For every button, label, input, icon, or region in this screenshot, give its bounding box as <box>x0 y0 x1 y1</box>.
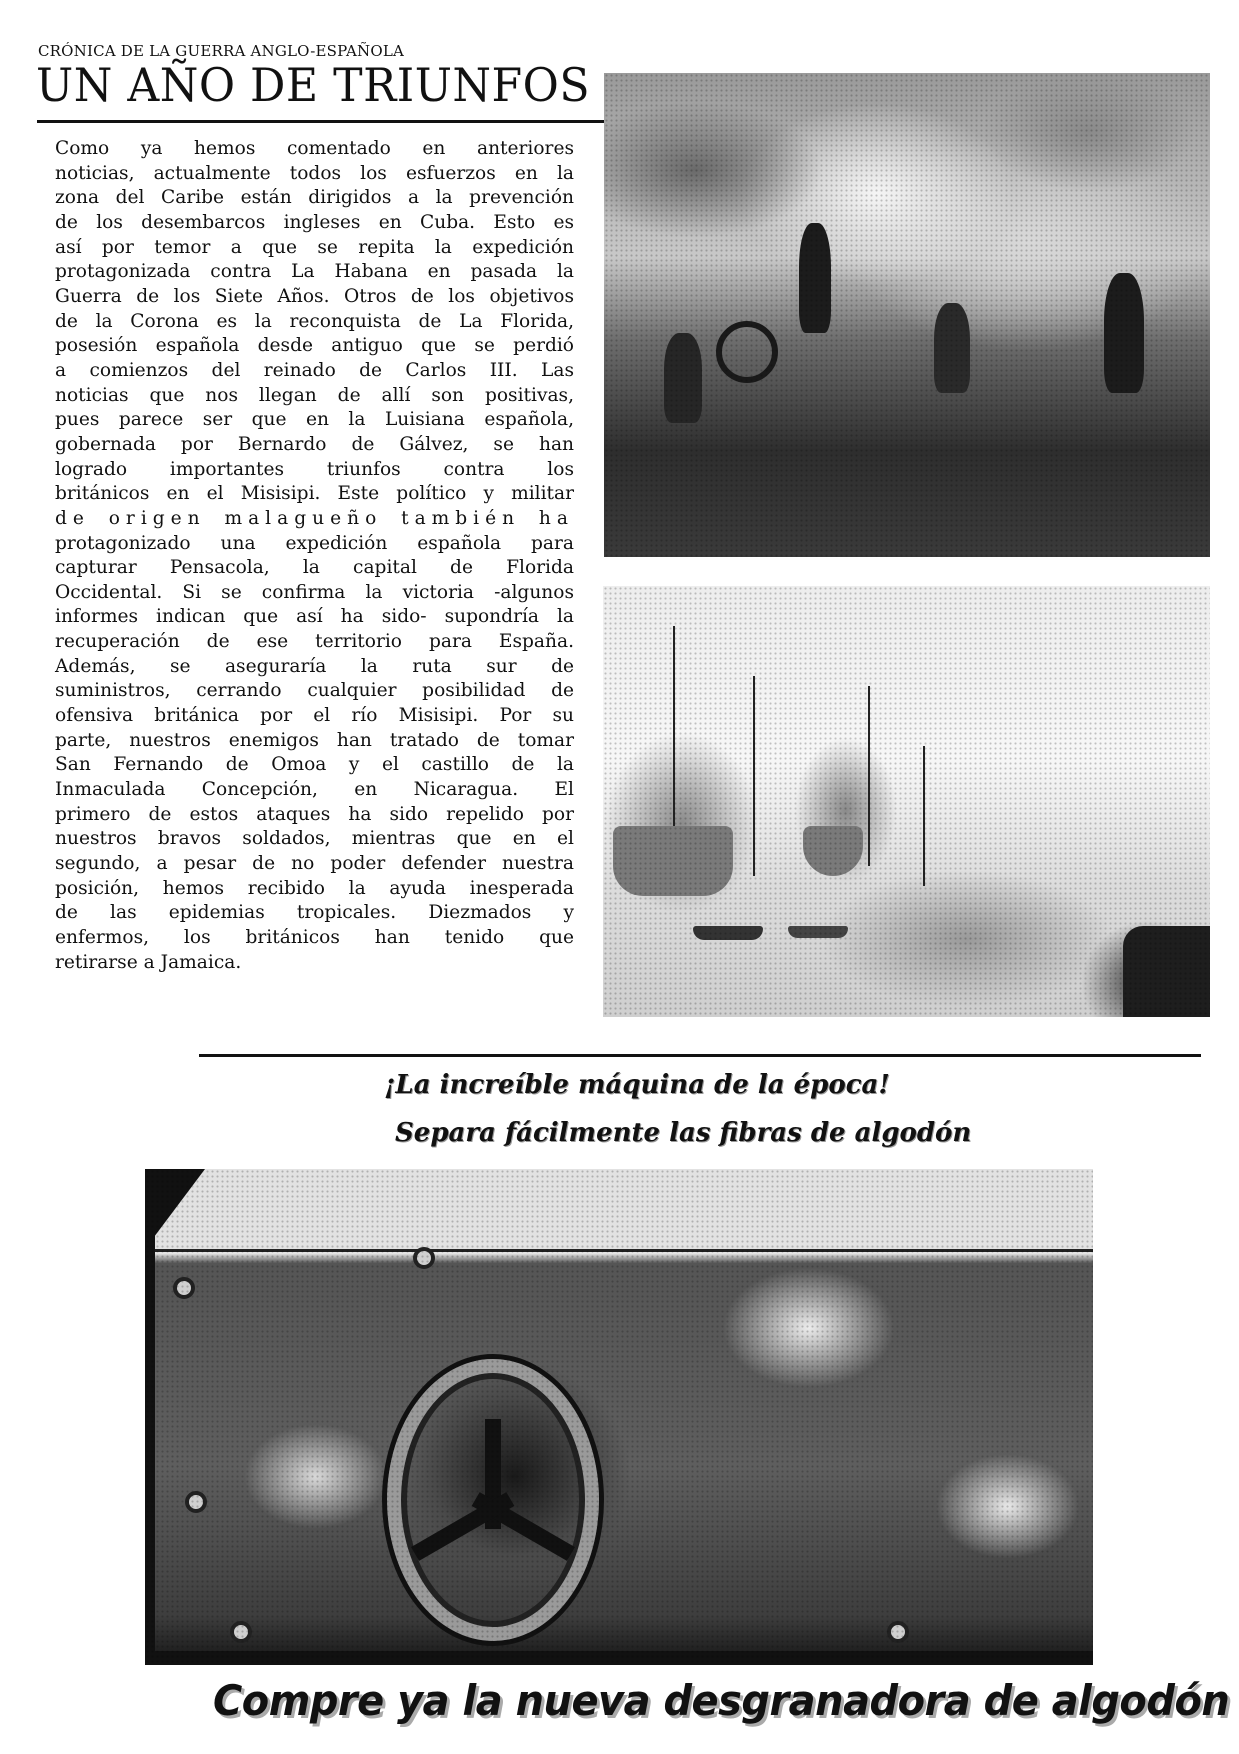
ship-mast <box>923 746 925 886</box>
cannon-wheel <box>716 321 778 383</box>
article-body-line: a comienzos del reinado de Carlos III. Las <box>55 359 574 381</box>
article-body-line: posesión española desde antiguo que se perdió <box>55 335 574 357</box>
article-body-line: capturar Pensacola, la capital de Florida <box>55 557 574 579</box>
article-body-line: Occidental. Si se confirma la victoria -algunos <box>55 581 574 603</box>
article-body-line: protagonizada contra La Habana en pasada la <box>55 261 574 283</box>
article-body-line: informes indican que así ha sido- supondría la <box>55 606 574 628</box>
bolt <box>185 1491 207 1513</box>
article-body-line: Inmaculada Concepción, en Nicaragua. El <box>55 779 574 801</box>
boat <box>693 926 763 940</box>
article-headline: UN AÑO DE TRIUNFOS <box>36 58 591 112</box>
cotton-gin-photo <box>145 1169 1093 1665</box>
article-body-line: recuperación de ese territorio para España. <box>55 631 574 653</box>
ad-tagline-1: ¡La increíble máquina de la época! <box>384 1070 890 1100</box>
ship-hull <box>613 826 733 896</box>
article-body-line: de los desembarcos ingleses en Cuba. Esto es <box>55 211 574 233</box>
article-body-line: Como ya hemos comentado en anteriores <box>55 138 574 159</box>
article-body-line: Guerra de los Siete Años. Otros de los objetivos <box>55 285 574 307</box>
article-body-line: retirarse a Jamaica. <box>55 951 242 973</box>
article-body-line: posición, hemos recibido la ayuda inesperada <box>55 877 574 899</box>
article-body-line: de las epidemias tropicales. Diezmados y <box>55 902 574 924</box>
article-body-line: parte, nuestros enemigos han tratado de tomar <box>55 729 574 751</box>
article-body-line: San Fernando de Omoa y el castillo de la <box>55 754 574 776</box>
article-body-line: nuestros bravos soldados, mientras que en el <box>55 828 574 850</box>
article-body-line: segundo, a pesar de no poder defender nuestra <box>55 853 574 875</box>
article-body-line: gobernada por Bernardo de Gálvez, se han <box>55 433 574 455</box>
article-body-line: enfermos, los británicos han tenido que <box>55 927 574 948</box>
article-body-line: británicos en el Misisipi. Este político y militar <box>55 483 574 505</box>
article-body-line: de la Corona es la reconquista de La Florida, <box>55 310 574 332</box>
article-body-line: Además, se aseguraría la ruta sur de <box>55 655 574 677</box>
bolt <box>887 1621 909 1643</box>
article-body-line: logrado importantes triunfos contra los <box>55 458 574 480</box>
soldier-figure <box>1104 273 1144 393</box>
article-body-line: noticias que nos llegan de allí son positivas, <box>55 384 574 406</box>
article-body-line: primero de estos ataques ha sido repelido por <box>55 803 574 825</box>
ship-hull <box>803 826 863 876</box>
headline-rule <box>37 120 605 123</box>
shore-crowd <box>1123 926 1210 1017</box>
machine-top-panel <box>149 1169 1093 1252</box>
article-body-line: noticias, actualmente todos los esfuerzos en la <box>55 162 574 184</box>
article-body-line: protagonizado una expedición española para <box>55 532 574 554</box>
officer-figure <box>799 223 831 333</box>
article-body <box>55 137 574 975</box>
battle-illustration <box>604 73 1210 557</box>
article-body-line: pues parece ser que en la Luisiana española, <box>55 409 574 431</box>
article-divider <box>199 1054 1201 1057</box>
machine-frame <box>145 1169 155 1665</box>
boat <box>788 926 848 938</box>
article-body-line: de origen malagueño también ha <box>55 507 574 529</box>
article-body-line: zona del Caribe están dirigidos a la prevención <box>55 187 574 209</box>
soldier-figure <box>934 303 970 393</box>
ship-mast <box>868 686 870 866</box>
article-body-line: suministros, cerrando cualquier posibilidad de <box>55 680 574 702</box>
article-body-line: así por temor a que se repita la expedición <box>55 236 574 258</box>
bolt <box>173 1277 195 1299</box>
article-kicker: CRÓNICA DE LA GUERRA ANGLO-ESPAÑOLA <box>38 42 405 60</box>
bolt <box>230 1621 252 1643</box>
ship-mast <box>753 676 755 876</box>
soldier-figure <box>664 333 702 423</box>
article-body-line: ofensiva británica por el río Misisipi. Por su <box>55 705 574 727</box>
ad-tagline-2: Separa fácilmente las fibras de algodón <box>395 1118 972 1148</box>
machine-base <box>145 1651 1093 1665</box>
bolt <box>413 1247 435 1269</box>
ships-illustration <box>603 586 1210 1017</box>
ad-call-to-action: Compre ya la nueva desgranadora de algodón <box>213 1676 1230 1725</box>
halftone-overlay <box>603 586 1210 1017</box>
